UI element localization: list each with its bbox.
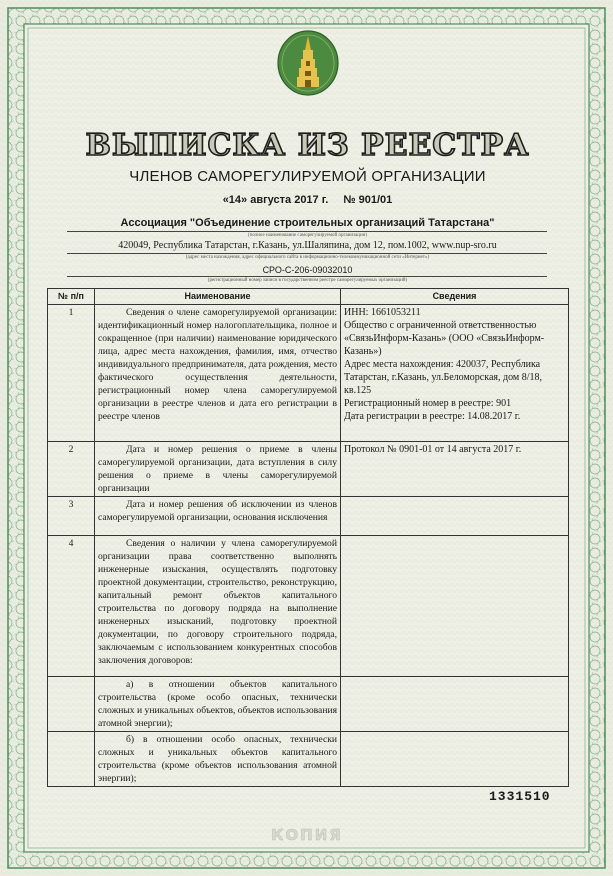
info-line: Протокол № 0901-01 от 14 августа 2017 г. <box>344 444 522 455</box>
info-line: Регистрационный номер в реестре: 901 <box>344 398 512 409</box>
info-line: Общество с ограниченной ответственностью «СвязьИнформ-Казань» (ООО «СвязьИнформ-Казань») <box>344 320 545 357</box>
document-title: ВЫПИСКА ИЗ РЕЕСТРА <box>85 128 530 163</box>
row-description: а) в отношении объектов капитального строительства (кроме особо опасных, технически сложных и уникальных объектов, объектов использования атомной энергии); <box>95 677 341 732</box>
registration-number-caption: (регистрационный номер записи в государственном реестре саморегулируемых организаций) <box>207 278 408 283</box>
table-row <box>48 536 569 677</box>
row-number <box>48 732 95 787</box>
divider <box>67 231 547 232</box>
divider <box>67 276 547 277</box>
table-header-row <box>48 289 569 305</box>
table-row <box>48 497 569 536</box>
table-row <box>48 442 569 497</box>
document-number: № 901/01 <box>343 194 393 206</box>
table-row <box>48 677 569 732</box>
copy-stamp: КОПИЯ <box>271 826 343 844</box>
row-info <box>341 732 569 787</box>
document-subtitle: ЧЛЕНОВ САМОРЕГУЛИРУЕМОЙ ОРГАНИЗАЦИИ <box>129 168 486 185</box>
serial-number: 1331510 <box>489 789 551 804</box>
organization-name: Ассоциация "Объединение строительных организаций Татарстана" <box>120 217 495 229</box>
info-line: Дата регистрации в реестре: 14.08.2017 г. <box>344 411 521 422</box>
table-row <box>48 305 569 442</box>
column-header-info: Сведения <box>341 289 569 305</box>
organization-address-caption: (адрес места нахождения, адрес официального сайта в информационно-телекоммуникационной сети «Интернет») <box>185 255 430 260</box>
table-row <box>48 732 569 787</box>
row-info <box>341 497 569 536</box>
row-number: 2 <box>48 442 95 497</box>
info-line: Адрес места нахождения: 420037, Республика Татарстан, г.Казань, ул.Беломорская, дом 8/18, кв.125 <box>344 359 542 396</box>
row-info <box>341 677 569 732</box>
column-header-name: Наименование <box>95 289 341 305</box>
column-header-number: № п/п <box>48 289 95 305</box>
organization-name-caption: (полное наименование саморегулируемой организации) <box>247 233 367 238</box>
row-info <box>341 536 569 677</box>
row-description: Сведения о наличии у члена саморегулируемой организации права соответственно выполнять инженерные изыскания, осуществлять подготовку проектной документации, строительство, реконструкцию, капитальный ремонт объектов капитального строительства по договору подряда на выполнение инженерных изысканий, подготовку проектной документации, по договору строительного подряда, заключаемым с использованием конкурентных способов заключения договоров: <box>95 536 341 677</box>
info-line: ИНН: 1661053211 <box>344 307 421 318</box>
row-description: Дата и номер решения о приеме в члены саморегулируемой организации, дата вступления в силу решения о приеме в члены саморегулируемой организации <box>95 442 341 497</box>
row-info <box>341 442 569 497</box>
row-description: б) в отношении особо опасных, технически сложных и уникальных объектов капитального строительства (кроме объектов использования атомной энергии); <box>95 732 341 787</box>
document-date-line <box>47 194 568 206</box>
registration-number: СРО-С-206-09032010 <box>262 265 353 275</box>
row-description: Дата и номер решения об исключении из членов саморегулируемой организации, основания исключения <box>95 497 341 536</box>
row-description: Сведения о члене саморегулируемой организации: идентификационный номер налогоплательщика, полное и сокращенное (при наличии) наименование юридического лица, адрес места нахождения, фамилия, имя, отчество индивидуального предпринимателя, дата рождения, место фактического осуществления деятельности, регистрационный номер члена саморегулируемой организации в реестре членов и дата его регистрации в реестре членов <box>95 305 341 442</box>
row-number: 4 <box>48 536 95 677</box>
row-number: 1 <box>48 305 95 442</box>
row-number <box>48 677 95 732</box>
divider <box>67 253 547 254</box>
row-info <box>341 305 569 442</box>
document-date: «14» августа 2017 г. <box>222 194 329 206</box>
registry-table <box>47 288 569 787</box>
organization-address: 420049, Республика Татарстан, г.Казань, ул.Шаляпина, дом 12, пом.1002, www.nup-sro.ru <box>118 240 497 251</box>
tower-emblem-icon <box>276 30 340 96</box>
row-number: 3 <box>48 497 95 536</box>
